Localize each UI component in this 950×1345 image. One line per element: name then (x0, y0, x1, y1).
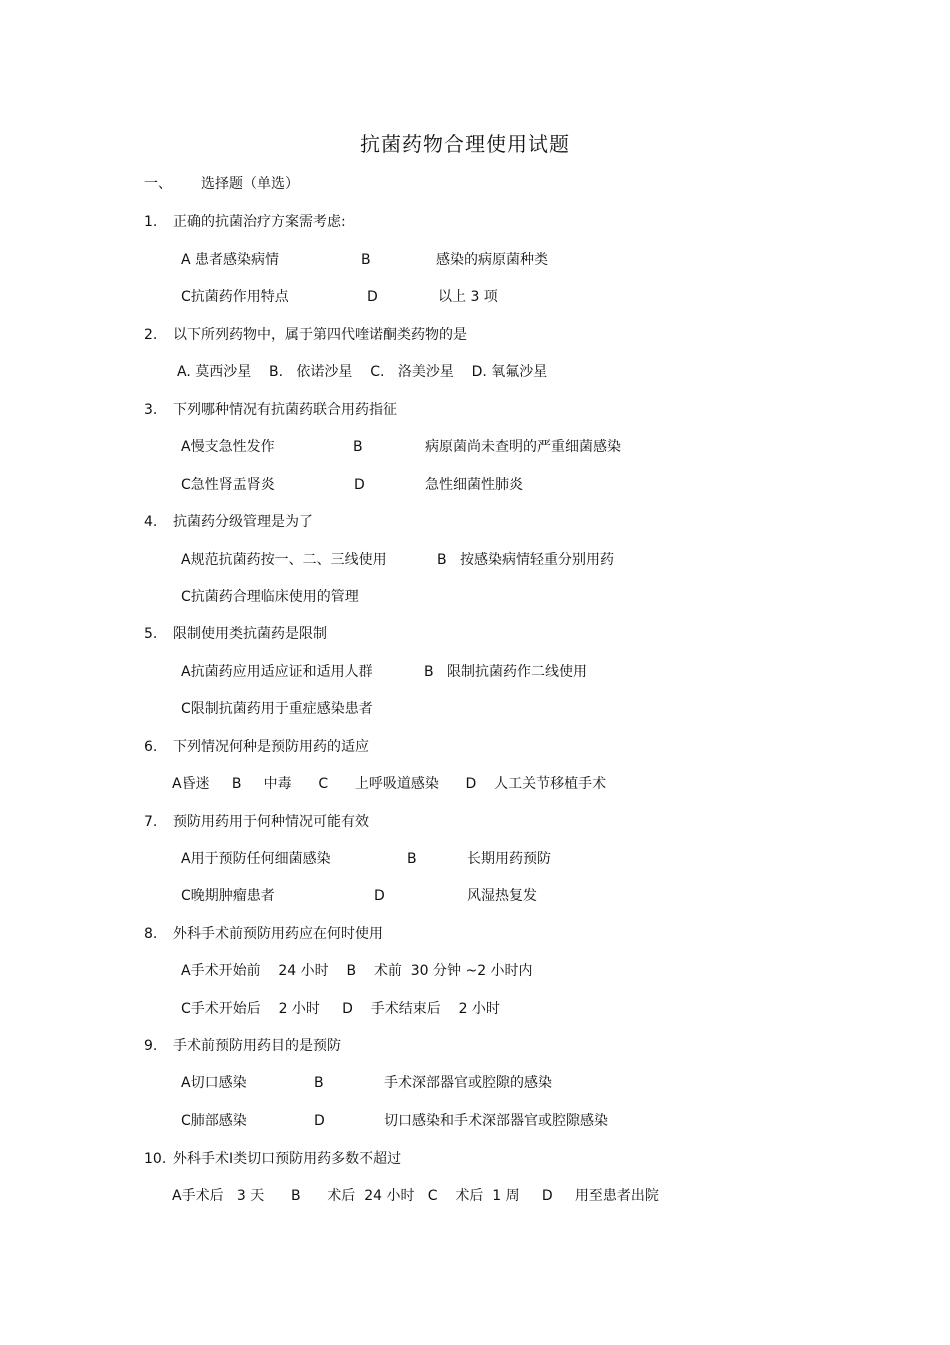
question-stem: 抗菌药分级管理是为了 (173, 514, 313, 530)
option-d-letter: D (314, 1113, 325, 1129)
question-number: 7. (144, 814, 158, 830)
option-row (181, 999, 781, 1019)
option-a: A抗菌药应用适应证和适用人群 (181, 664, 373, 680)
option-row (181, 699, 781, 719)
options-inline: A手术开始前 24 小时 B 术前 30 分钟 ~2 小时内 (181, 963, 533, 979)
question-number: 8. (144, 926, 158, 942)
option-c: C肺部感染 (181, 1113, 247, 1129)
question-stem: 手术前预防用药目的是预防 (173, 1038, 341, 1054)
question-number: 3. (144, 402, 158, 418)
options-inline: A手术后 3 天 B 术后 24 小时 C 术后 1 周 D 用至患者出院 (172, 1188, 659, 1204)
question-9 (144, 1036, 844, 1056)
option-row (172, 1186, 772, 1206)
question-5 (144, 624, 844, 644)
question-number: 10. (144, 1151, 167, 1167)
question-stem: 以下所列药物中，属于第四代喹诺酮类药物的是 (173, 327, 467, 343)
question-stem: 外科手术前预防用药应在何时使用 (173, 926, 383, 942)
option-row (181, 662, 781, 682)
option-a: A 患者感染病情 (181, 252, 280, 268)
options-inline: A. 莫西沙星 B. 依诺沙星 C. 洛美沙星 D. 氧氟沙星 (177, 364, 548, 380)
option-b-text: 病原菌尚未查明的严重细菌感染 (425, 439, 621, 455)
option-d-text: 风湿热复发 (467, 888, 537, 904)
option-row (181, 1111, 781, 1131)
question-7 (144, 812, 844, 832)
question-10 (144, 1149, 844, 1169)
options-inline: A昏迷 B 中毒 C 上呼吸道感染 D 人工关节移植手术 (172, 776, 607, 792)
question-number: 1. (144, 214, 158, 230)
option-row (181, 475, 781, 495)
option-d-text: 切口感染和手术深部器官或腔隙感染 (384, 1113, 608, 1129)
option-row (172, 774, 772, 794)
question-number: 6. (144, 739, 158, 755)
option-b: B 按感染病情轻重分别用药 (437, 552, 614, 568)
question-stem: 限制使用类抗菌药是限制 (173, 626, 327, 642)
section-label: 选择题（单选） (201, 176, 299, 192)
option-b-letter: B (361, 252, 371, 268)
option-row (181, 849, 781, 869)
option-c: C晚期肿瘤患者 (181, 888, 275, 904)
question-stem: 预防用药用于何种情况可能有效 (173, 814, 369, 830)
option-b-text: 手术深部器官或腔隙的感染 (384, 1075, 552, 1091)
option-b-text: 感染的病原菌种类 (436, 252, 548, 268)
option-a: A慢支急性发作 (181, 439, 275, 455)
question-stem: 正确的抗菌治疗方案需考虑: (173, 214, 346, 230)
question-stem: 下列哪种情况有抗菌药联合用药指征 (173, 402, 397, 418)
option-c: C抗菌药作用特点 (181, 289, 289, 305)
option-a: A用于预防任何细菌感染 (181, 851, 331, 867)
option-a: A切口感染 (181, 1075, 247, 1091)
option-c: C抗菌药合理临床使用的管理 (181, 589, 359, 605)
page-title: 抗菌药物合理使用试题 (360, 132, 570, 156)
option-d-letter: D (354, 477, 365, 493)
option-row (181, 287, 781, 307)
question-8 (144, 924, 844, 944)
option-b-letter: B (314, 1075, 324, 1091)
question-stem: 外科手术Ⅰ类切口预防用药多数不超过 (173, 1151, 402, 1167)
option-row (181, 250, 781, 270)
option-b-text: 长期用药预防 (467, 851, 551, 867)
option-row (181, 437, 781, 457)
question-number: 2. (144, 327, 158, 343)
question-number: 9. (144, 1038, 158, 1054)
option-c: C限制抗菌药用于重症感染患者 (181, 701, 373, 717)
option-row (177, 362, 777, 382)
section-number: 一、 (144, 176, 172, 192)
option-a: A规范抗菌药按一、二、三线使用 (181, 552, 387, 568)
question-number: 5. (144, 626, 158, 642)
option-row (181, 550, 781, 570)
option-d-text: 急性细菌性肺炎 (425, 477, 523, 493)
option-row (181, 1073, 781, 1093)
option-row (181, 961, 781, 981)
section-heading (144, 174, 444, 194)
option-row (181, 886, 781, 906)
option-b-letter: B (407, 851, 417, 867)
question-stem: 下列情况何种是预防用药的适应 (173, 739, 369, 755)
question-4 (144, 512, 844, 532)
options-inline: C手术开始后 2 小时 D 手术结束后 2 小时 (181, 1001, 500, 1017)
question-1 (144, 212, 844, 232)
question-3 (144, 400, 844, 420)
option-b-letter: B (353, 439, 363, 455)
option-d-text: 以上 3 项 (438, 289, 498, 305)
option-d-letter: D (367, 289, 378, 305)
question-6 (144, 737, 844, 757)
question-2 (144, 325, 844, 345)
option-d-letter: D (374, 888, 385, 904)
option-c: C急性肾盂肾炎 (181, 477, 275, 493)
option-row (181, 587, 781, 607)
option-b: B 限制抗菌药作二线使用 (424, 664, 587, 680)
question-number: 4. (144, 514, 158, 530)
